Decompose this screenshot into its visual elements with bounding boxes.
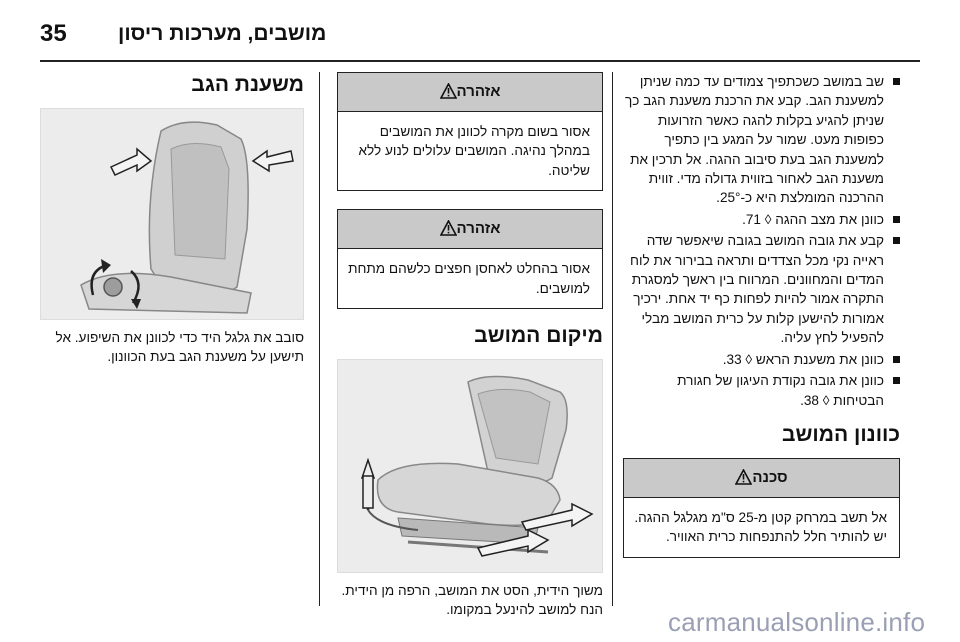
column-divider-left — [319, 72, 320, 606]
page-number: 35 — [40, 20, 67, 47]
adjustment-bullets — [623, 72, 900, 410]
square-bullet-icon — [893, 237, 900, 244]
section-title-seat-position: מיקום המושב — [474, 324, 603, 348]
column-divider-right — [612, 72, 613, 606]
left-column — [40, 72, 304, 367]
watermark: carmanualsonline.info — [668, 607, 926, 637]
warning-box-adjust-while-driving — [337, 72, 603, 191]
warning-body: אסור בהחלט לאחסן חפצים כלשהם מתחת למושבים. — [348, 261, 590, 296]
backrest-caption: סובב את גלגל היד כדי לכוונן את השיפוע. אל תישען על משענת הגב בעת הכוונון. — [55, 330, 304, 365]
square-bullet-icon — [893, 377, 900, 384]
seat-position-illustration — [338, 360, 602, 572]
warning-body: אסור בשום מקרה לכוונן את המושבים במהלך נהיגה. המושבים עלולים לנוע ללא שליטה. — [358, 124, 590, 178]
danger-notice-body: אל תשב במרחק קטן מ-25 ס"מ מגלגל ההגה. יש להותיר חלל להתנפחות כרית האוויר. — [634, 509, 887, 545]
section-title-seat-adjustment: כוונון המושב — [782, 422, 900, 446]
bullet-item: כוונן את משענת הראש ◊ 33. — [623, 350, 900, 369]
square-bullet-icon — [893, 78, 900, 85]
warning-header: אזהרה — [338, 73, 602, 112]
warning-box-storage — [337, 209, 603, 309]
bullet-item: כוונן את מצב ההגה ◊ 71. — [623, 210, 900, 229]
square-bullet-icon — [893, 216, 900, 223]
section-title-backrest: משענת הגב — [191, 73, 304, 96]
seat-position-figure — [337, 359, 603, 573]
right-column — [623, 72, 900, 558]
header-rule — [40, 60, 920, 62]
danger-notice — [623, 458, 900, 558]
backrest-figure — [40, 108, 304, 320]
seat-position-caption: משוך הידית, הסט את המושב, הרפה מן הידית. הנח למושב להינעל במקומו. — [341, 583, 603, 618]
middle-column — [337, 72, 603, 620]
backrest-illustration — [41, 109, 303, 319]
warning-triangle-icon — [440, 220, 457, 236]
warning-triangle-icon — [440, 83, 457, 99]
danger-notice-header: סכנה — [624, 459, 899, 498]
bullet-item: קבע את גובה המושב בגובה שיאפשר שדה ראייה נקי מכל הצדדים ותראה בבירור את לוח המדים והמחוונים. המרווח בין ראשך למסגרת התקרה אמור להיות לפחות כף יד אחת. ירכיך אמורות להישען קלות על כרית המושב מבלי להפעיל לחץ עליה. — [623, 231, 900, 347]
chapter-title: מושבים, מערכות ריסון — [118, 22, 327, 45]
warning-triangle-icon — [735, 469, 752, 485]
square-bullet-icon — [893, 356, 900, 363]
bullet-item: שב במושב כשכתפיך צמודים עד כמה שניתן למשענת הגב. קבע את הרכנת משענת הגב כך שניתן להגיע בקלות להגה כאשר הזרועות כפופות מעט. שמור על המגע בין כתפיך למשענת הגב בעת סיבוב ההגה. אל תרכין את משענת הגב לאחור בזווית גדולה מדי. זווית ההרכנה המומלצת היא כ-25°. — [623, 72, 900, 208]
page-header — [40, 14, 920, 58]
bullet-item: כוונן את גובה נקודת העיגון של חגורת הבטיחות ◊ 38. — [623, 371, 900, 410]
warning-header: אזהרה — [338, 210, 602, 249]
